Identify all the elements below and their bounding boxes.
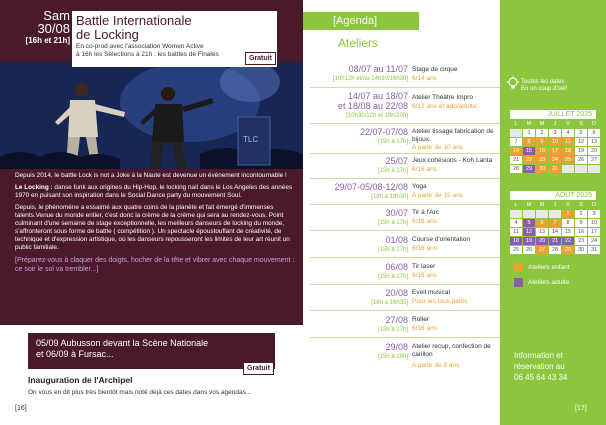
calendar-day: 2 — [575, 210, 587, 218]
calendar-day: 18 — [510, 237, 522, 245]
calendar-day: 31 — [549, 165, 561, 173]
calendar-day: 26 — [575, 156, 587, 164]
row-divider — [310, 257, 500, 258]
calendar-day: 25 — [562, 156, 574, 164]
calendar-day — [510, 210, 522, 218]
event-name: Roller — [412, 316, 429, 323]
paragraph-callout: [Préparez-vous à claquer des doigts, hocher de la tête et vibrer avec chaque mouvement : ce soir le sol va trembler...] — [15, 257, 295, 273]
page-number-right: [17] — [575, 405, 587, 412]
weekday-label: J — [553, 202, 557, 208]
calendar-day: 5 — [523, 219, 535, 227]
legend-enfant — [514, 263, 594, 273]
event-name: Tir à l'Arc — [412, 209, 439, 216]
ateliers-heading: Ateliers — [338, 36, 379, 50]
calendar-july — [510, 110, 596, 173]
weekday-label: L — [514, 121, 518, 127]
calendar-day: 4 — [562, 129, 574, 137]
calendar-day: 1 — [562, 210, 574, 218]
calendar-day: 9 — [536, 138, 548, 146]
phone-number: 06 45 64 43 34 — [514, 373, 568, 382]
event-dates: 14/07 au 18/07 — [347, 91, 408, 101]
aubusson-line1: 05/09 Aubusson devant la Scène Nationale — [36, 338, 209, 348]
calendar-title-august: AOÛT 2025 — [510, 191, 596, 200]
calendar-day: 18 — [562, 147, 574, 155]
paragraph-intro: Depuis 2014, le battle Lock is not a Joke à la Naute est devenue un évènement incontournable ! — [15, 172, 287, 179]
page-number-left: [16] — [15, 405, 27, 412]
legend-swatch-purple — [514, 278, 523, 287]
sidebar-title-line1: Toutes les dates — [521, 79, 565, 85]
inauguration-title: Inauguration de l'Archipel — [28, 375, 133, 385]
event-subtitle-line2: à 16h les Sélections à 21h : les battles de Finales — [76, 51, 219, 58]
calendar-day: 17 — [588, 228, 600, 236]
weekday-label: L — [514, 202, 518, 208]
event-hours: [10h30/12h et 18h/20h] — [346, 113, 408, 119]
event-hours: [18h à 19h30] — [371, 194, 408, 200]
event-dates: 29/07-05/08-12/08 — [334, 182, 408, 192]
event-hours: [15h à 17h] — [377, 274, 408, 280]
legend-swatch-orange — [514, 263, 523, 272]
calendar-day: 5 — [575, 129, 587, 137]
event-description — [15, 172, 295, 278]
calendar-day: 23 — [575, 237, 587, 245]
dancers-illustration — [0, 62, 303, 169]
calendar-day: 8 — [562, 219, 574, 227]
event-hours: [10h12h et/ou 14h30/16h30] — [332, 76, 408, 82]
event-name: Stage de cirque — [412, 66, 458, 73]
event-age: 6/16 ans — [412, 245, 437, 252]
calendar-day: 11 — [510, 228, 522, 236]
calendar-day — [549, 210, 561, 218]
calendar-day: 19 — [523, 237, 535, 245]
calendar-title-july: JUILLET 2025 — [510, 110, 596, 119]
lightbulb-icon — [506, 76, 520, 90]
weekday-label: V — [566, 202, 570, 208]
event-hours: [15h à 17h] — [377, 168, 408, 174]
row-divider — [310, 178, 500, 179]
event-age: 6/12 ans et ado/adulte — [412, 103, 477, 110]
event-subtitle-line1: En co-prod avec l'association Women Active — [76, 43, 204, 50]
event-hours: [15h à 17h] — [377, 139, 408, 145]
calendar-day: 23 — [536, 156, 548, 164]
event-dates: 27/08 — [385, 315, 408, 325]
event-name: Atelier Théâtre Impro — [412, 94, 473, 101]
event-date-block — [18, 9, 70, 46]
event-age: A partir de 15 ans — [412, 192, 463, 199]
event-name: Tir laser — [412, 263, 436, 270]
weekday-label: S — [579, 202, 583, 208]
calendar-day: 25 — [510, 246, 522, 254]
reservation-info — [514, 350, 594, 383]
calendar-day: 9 — [575, 219, 587, 227]
calendar-day: 6 — [588, 129, 600, 137]
event-name: Yoga — [412, 183, 427, 190]
weekday-label: J — [553, 121, 557, 127]
aubusson-section-header — [28, 333, 275, 369]
calendar-day: 20 — [588, 147, 600, 155]
calendar-day: 22 — [523, 156, 535, 164]
calendar-day — [575, 165, 587, 173]
locking-text: danse funk aux origines du Hip-Hop, le locking nait dans le Los Angeles des années 1970 en puisant son inspiration dans le Social Dance party du mouvement Soul. — [15, 184, 293, 199]
event-dates: 01/08 — [385, 235, 408, 245]
event-day: Sam — [43, 8, 70, 23]
calendar-day: 24 — [549, 156, 561, 164]
row-divider — [310, 337, 500, 338]
calendar-day — [588, 165, 600, 173]
calendar-day: 31 — [588, 246, 600, 254]
weekday-label: M — [526, 121, 532, 127]
event-hours: [16h à 16h35] — [371, 300, 408, 306]
calendar-day: 17 — [549, 147, 561, 155]
event-name: Atelier tissage fabrication de bijoux. — [412, 128, 494, 143]
event-name: Eveil musical — [412, 289, 450, 296]
weekday-label: V — [566, 121, 570, 127]
calendar-day: 27 — [536, 246, 548, 254]
calendar-day: 16 — [575, 228, 587, 236]
calendar-day — [510, 129, 522, 137]
calendar-day: 21 — [549, 237, 561, 245]
event-name: Jeux cohésions - Koh Lanta — [412, 157, 493, 164]
calendar-day — [536, 210, 548, 218]
weekday-label: S — [579, 121, 583, 127]
event-age: A partir de 8 ans — [412, 362, 460, 369]
calendar-day: 22 — [562, 237, 574, 245]
event-age: 6/16 ans — [412, 272, 437, 279]
paragraph-locking — [15, 184, 295, 200]
calendar-day: 21 — [510, 156, 522, 164]
calendar-day: 24 — [588, 237, 600, 245]
sidebar-title-line2: En un coup d'oeil — [521, 86, 567, 92]
calendar-day: 15 — [523, 147, 535, 155]
event-title-line1: Battle Internationale — [76, 13, 192, 28]
calendar-day: 7 — [510, 138, 522, 146]
event-name: Atelier recup, confection de carillon — [412, 343, 491, 358]
calendar-august — [510, 191, 596, 254]
calendar-day: 13 — [536, 228, 548, 236]
calendar-grid-july — [510, 120, 596, 173]
event-hours: [16h et 21h] — [25, 36, 70, 45]
row-divider — [310, 310, 500, 311]
calendar-day: 3 — [588, 210, 600, 218]
calendar-day: 19 — [575, 147, 587, 155]
legend-adulte-label: Ateliers adulte — [528, 279, 570, 287]
event-hours: [15h à 18h] — [377, 354, 408, 360]
calendar-day: 29 — [523, 165, 535, 173]
event-hours: [15h à 17h] — [377, 247, 408, 253]
calendar-day: 11 — [562, 138, 574, 146]
event-age: Pour les tous petits — [412, 298, 468, 305]
event-dates-2: et 18/08 au 22/08 — [337, 101, 408, 111]
event-dates: 22/07-07/08 — [359, 127, 408, 137]
calendar-grid-august — [510, 201, 596, 254]
agenda-tag: [Agenda] — [303, 12, 419, 30]
calendar-day: 28 — [549, 246, 561, 254]
free-badge: Gratuit — [245, 52, 276, 65]
calendar-day: 8 — [523, 138, 535, 146]
weekday-label: M — [539, 121, 545, 127]
calendar-day: 30 — [575, 246, 587, 254]
calendar-day: 29 — [562, 246, 574, 254]
calendar-day: 28 — [510, 165, 522, 173]
calendar-day: 13 — [588, 138, 600, 146]
calendar-day: 14 — [549, 228, 561, 236]
calendar-day: 4 — [510, 219, 522, 227]
info-line1: Information et — [514, 351, 563, 360]
event-dates: 30/07 — [385, 208, 408, 218]
paragraph-phenomenon: Depuis, le phénomène a essaimé aux quatre coins de la planète et fait émergé d'immenses talents.Venue du monde entier, c'est donc la crème de la crème qui sera au rendez-vous. Point culminant d'une semaine de stage exceptionnelle, les meilleurs danseurs de locking du monde, s'affronteront sous forme de battle ( compétition ). Un spectacle époustouflant de créativité, de technique et d'expression artistique, où les danseurs repousseront les limites de leur art réunit un public familiale. — [15, 204, 290, 251]
row-divider — [310, 153, 500, 154]
calendar-day — [562, 165, 574, 173]
row-divider — [310, 230, 500, 231]
calendar-day: 12 — [575, 138, 587, 146]
row-divider — [310, 204, 500, 205]
event-age: 6/16 ans — [412, 325, 437, 332]
weekday-label: M — [539, 202, 545, 208]
event-dates: 25/07 — [385, 156, 408, 166]
event-dates: 08/07 au 11/07 — [348, 64, 408, 74]
weekday-label: D — [592, 202, 596, 208]
calendar-day: 30 — [536, 165, 548, 173]
calendar-day: 2 — [536, 129, 548, 137]
weekday-label: M — [526, 202, 532, 208]
info-line2: réservation au — [514, 362, 565, 371]
calendar-day: 14 — [510, 147, 522, 155]
event-name: Course d'orientation — [412, 236, 470, 243]
calendar-day: 3 — [549, 129, 561, 137]
calendar-day: 20 — [536, 237, 548, 245]
inauguration-subtitle: On vous en dit plus très bientôt mais noté déjà ces dates dans vos agendas... — [28, 389, 252, 396]
row-divider — [310, 284, 500, 285]
event-photo — [0, 62, 303, 169]
calendar-day — [523, 210, 535, 218]
event-dates: 29/08 — [385, 342, 408, 352]
svg-text:TLC: TLC — [243, 135, 259, 144]
calendar-day: 6 — [536, 219, 548, 227]
calendar-day: 27 — [588, 156, 600, 164]
free-badge-2: Gratuit — [243, 362, 274, 375]
event-hours: [15h à 17h] — [377, 220, 408, 226]
locking-label: Le Locking : — [15, 184, 53, 191]
legend-adulte — [514, 278, 594, 288]
event-age: 6/14 ans — [412, 75, 437, 82]
row-divider — [310, 87, 500, 88]
calendar-day: 26 — [523, 246, 535, 254]
calendar-day: 1 — [523, 129, 535, 137]
legend-enfant-label: Ateliers enfant — [528, 264, 570, 272]
calendar-day: 12 — [523, 228, 535, 236]
calendar-day: 10 — [588, 219, 600, 227]
event-age: 6/16 ans — [412, 218, 437, 225]
calendar-day: 15 — [562, 228, 574, 236]
calendar-day: 16 — [536, 147, 548, 155]
event-date: 30/08 — [37, 21, 70, 36]
event-dates: 06/08 — [385, 262, 408, 272]
event-title-line2: de Locking — [76, 27, 139, 42]
event-dates: 20/08 — [385, 288, 408, 298]
event-age: 6/16 ans — [412, 166, 437, 173]
sidebar-title — [521, 79, 567, 93]
calendar-day: 10 — [549, 138, 561, 146]
event-hours: [15h à 17h] — [377, 327, 408, 333]
weekday-label: D — [592, 121, 596, 127]
aubusson-line2: et 06/09 à Fursac... — [36, 349, 114, 359]
calendar-day: 7 — [549, 219, 561, 227]
event-age: A partir de 10 ans — [412, 144, 463, 151]
row-divider — [310, 123, 500, 124]
